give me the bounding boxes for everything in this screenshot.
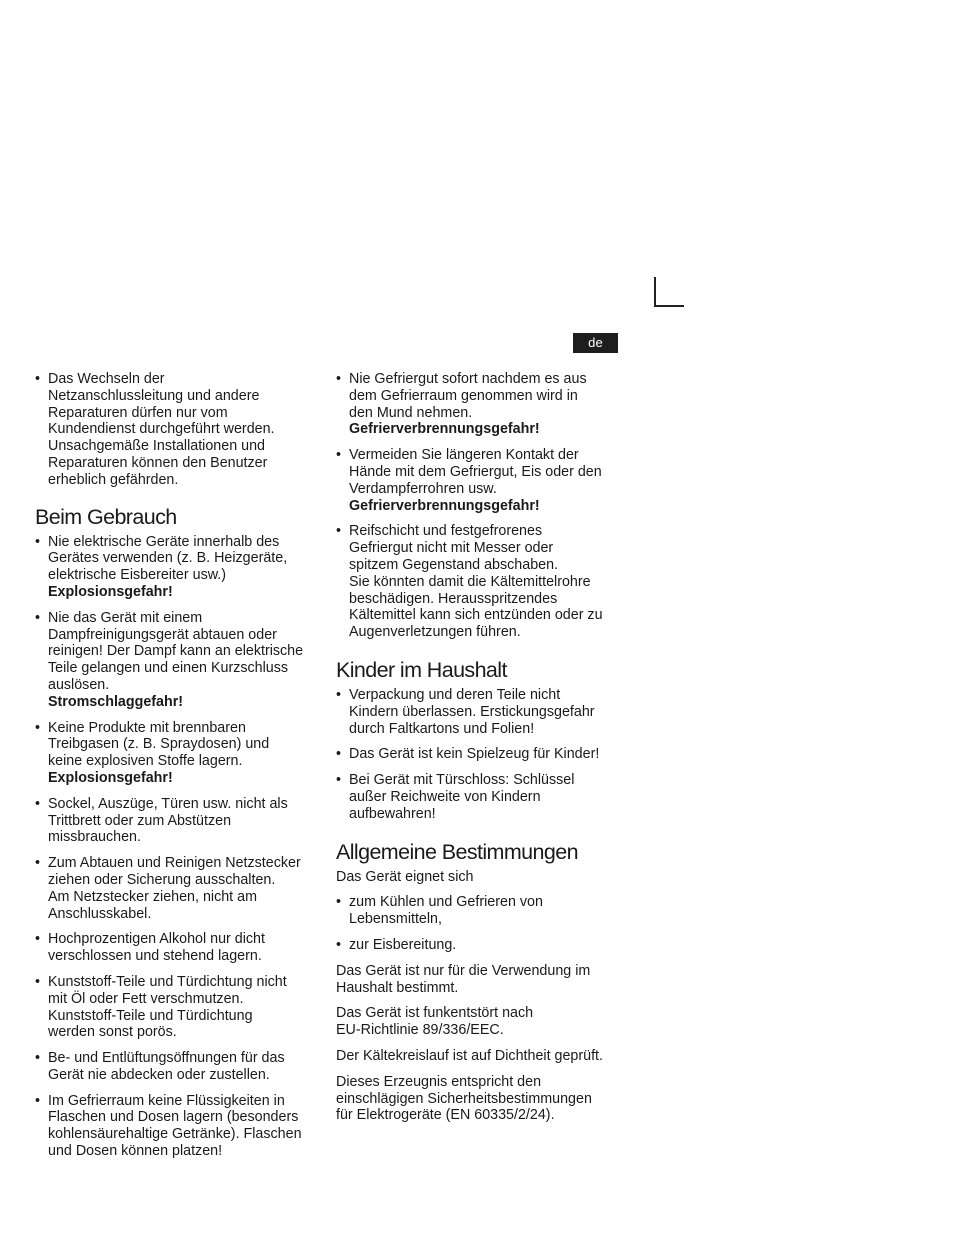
list-item-line: Reparaturen können den Benutzer <box>48 454 268 471</box>
list-item-line: • Reifschicht und festgefrorenes <box>349 523 543 540</box>
list-item-line: Trittbrett oder zum Abstützen <box>48 812 232 829</box>
list-item-line: • Nie elektrische Geräte innerhalb des <box>48 533 280 550</box>
list-item-line: • zur Eisbereitung. <box>349 936 457 953</box>
list-item-line: Am Netzstecker ziehen, nicht am <box>48 888 257 905</box>
list-item-line: mit Öl oder Fett verschmutzen. <box>48 990 244 1007</box>
list-item <box>35 1093 320 1160</box>
list-item-line: • Im Gefrierraum keine Flüssigkeiten in <box>48 1092 285 1109</box>
left-column <box>35 371 320 1169</box>
list-item-line: • Hochprozentigen Alkohol nur dicht <box>48 931 265 948</box>
list-item-line: Sie könnten damit die Kältemittelrohre <box>349 573 591 590</box>
allgemeine-list <box>336 894 621 953</box>
beim-gebrauch-list <box>35 534 320 1160</box>
warning-label: Explosionsgefahr! <box>48 769 173 786</box>
list-item <box>35 534 320 601</box>
right-column <box>336 371 621 1133</box>
paragraph-line: Das Gerät eignet sich <box>336 868 474 885</box>
list-item-line: • Sockel, Auszüge, Türen usw. nicht als <box>48 795 288 812</box>
list-item-line: Gerät nie abdecken oder zustellen. <box>48 1066 270 1083</box>
warning-label: Stromschlaggefahr! <box>48 693 184 710</box>
intro-list <box>35 371 320 489</box>
list-item-line: • zum Kühlen und Gefrieren von <box>349 894 543 911</box>
list-item-line: ziehen oder Sicherung ausschalten. <box>48 871 276 888</box>
paragraph-line: Dieses Erzeugnis entspricht den <box>336 1073 542 1090</box>
list-item-line: Flaschen und Dosen lagern (besonders <box>48 1109 299 1126</box>
list-item-line: erheblich gefährden. <box>48 471 179 488</box>
paragraph-line: für Elektrogeräte (EN 60335/2/24). <box>336 1107 555 1124</box>
list-item <box>336 447 621 514</box>
list-item-line: Anschlusskabel. <box>48 905 152 922</box>
list-item <box>35 610 320 711</box>
list-item-line: Teile gelangen und einen Kurzschluss <box>48 660 289 677</box>
paragraph <box>336 1005 621 1039</box>
warning-label: Gefrierverbrennungsgefahr! <box>349 421 540 438</box>
list-item-line: außer Reichweite von Kindern <box>349 788 541 805</box>
list-item-line: • Das Wechseln der <box>48 371 165 387</box>
list-item-line: • Vermeiden Sie längeren Kontakt der <box>349 447 579 464</box>
list-item-line: und Dosen können platzen! <box>48 1143 223 1160</box>
list-item-line: Kältemittel kann sich entzünden oder zu <box>349 607 603 624</box>
list-item-line: • Nie Gefriergut sofort nachdem es aus <box>349 371 587 387</box>
paragraph-line: Haushalt bestimmt. <box>336 979 459 996</box>
section-heading-allgemeine: Allgemeine Bestimmungen <box>336 839 578 864</box>
list-item-line: Gerätes verwenden (z. B. Heizgeräte, <box>48 550 288 567</box>
section-heading-kinder: Kinder im Haushalt <box>336 657 507 682</box>
kinder-list <box>336 687 621 823</box>
list-item <box>336 937 621 954</box>
list-item-line: auslösen. <box>48 676 110 693</box>
list-item-line: Hände mit dem Gefriergut, Eis oder den <box>349 463 602 480</box>
crop-mark-horizontal <box>654 305 684 307</box>
list-item-line: Lebensmitteln, <box>349 911 442 928</box>
list-item-line: Unsachgemäße Installationen und <box>48 438 265 455</box>
list-item <box>35 1050 320 1084</box>
paragraph-line: Der Kältekreislauf ist auf Dichtheit geprüft. <box>336 1047 603 1064</box>
warning-label: Gefrierverbrennungsgefahr! <box>349 497 540 514</box>
list-item-line: kohlensäurehaltige Getränke). Flaschen <box>48 1126 302 1143</box>
list-item-line: • Bei Gerät mit Türschloss: Schlüssel <box>349 772 575 789</box>
allgemeine-intro <box>336 869 621 886</box>
list-item <box>336 746 621 763</box>
crop-mark-vertical <box>654 277 656 307</box>
list-item-line: werden sonst porös. <box>48 1024 177 1041</box>
list-item-line: Treibgasen (z. B. Spraydosen) und <box>48 736 270 753</box>
list-item <box>336 371 621 438</box>
list-item-line: spitzem Gegenstand abschaben. <box>349 556 559 573</box>
list-item <box>35 855 320 922</box>
list-item-line: reinigen! Der Dampf kann an elektrische <box>48 643 304 660</box>
list-item-line: Gefriergut nicht mit Messer oder <box>349 540 554 557</box>
allgemeine-paragraphs <box>336 963 621 1124</box>
list-item-line: • Nie das Gerät mit einem <box>48 609 203 626</box>
list-item <box>35 931 320 965</box>
list-item-line: Verdampferrohren usw. <box>349 480 497 497</box>
list-item <box>336 772 621 822</box>
list-item <box>35 720 320 787</box>
paragraph-line: einschlägigen Sicherheitsbestimmungen <box>336 1090 592 1107</box>
paragraph <box>336 963 621 997</box>
freezer-warning-list <box>336 371 621 641</box>
list-item-line: Dampfreinigungsgerät abtauen oder <box>48 626 277 643</box>
list-item-line: • Keine Produkte mit brennbaren <box>48 719 246 736</box>
list-item-line: durch Faltkartons und Folien! <box>349 720 535 737</box>
list-item <box>336 687 621 737</box>
list-item <box>336 894 621 928</box>
list-item-line: den Mund nehmen. <box>349 404 473 421</box>
list-item-line: Kunststoff-Teile und Türdichtung <box>48 1007 253 1024</box>
list-item-line: beschädigen. Herausspritzendes <box>349 590 558 607</box>
list-item <box>35 371 320 489</box>
list-item <box>336 523 621 641</box>
list-item-line: • Das Gerät ist kein Spielzeug für Kinder! <box>349 746 600 763</box>
list-item <box>35 796 320 846</box>
list-item <box>35 974 320 1041</box>
list-item-line: verschlossen und stehend lagern. <box>48 948 262 965</box>
warning-label: Explosionsgefahr! <box>48 583 173 600</box>
list-item-line: Reparaturen dürfen nur vom <box>48 404 228 421</box>
list-item-line: Netzanschlussleitung und andere <box>48 387 260 404</box>
list-item-line: Augenverletzungen führen. <box>349 624 521 641</box>
section-heading-beim-gebrauch: Beim Gebrauch <box>35 504 177 529</box>
list-item-line: dem Gefrierraum genommen wird in <box>349 387 578 404</box>
language-badge: de <box>573 333 618 353</box>
list-item-line: • Verpackung und deren Teile nicht <box>349 686 561 703</box>
list-item-line: • Zum Abtauen und Reinigen Netzstecker <box>48 855 301 872</box>
list-item-line: missbrauchen. <box>48 829 141 846</box>
paragraph-line: Das Gerät ist funkentstört nach <box>336 1005 534 1022</box>
list-item-line: Kundendienst durchgeführt werden. <box>48 421 275 438</box>
list-item-line: aufbewahren! <box>349 805 436 822</box>
paragraph-line: Das Gerät ist nur für die Verwendung im <box>336 962 591 979</box>
paragraph <box>336 1048 621 1065</box>
list-item-line: • Be- und Entlüftungsöffnungen für das <box>48 1050 285 1067</box>
list-item-line: keine explosiven Stoffe lagern. <box>48 753 243 770</box>
list-item-line: Kindern überlassen. Erstickungsgefahr <box>349 703 595 720</box>
paragraph <box>336 1074 621 1124</box>
paragraph-line: EU-Richtlinie 89/336/EEC. <box>336 1022 504 1039</box>
list-item-line: elektrische Eisbereiter usw.) <box>48 567 226 584</box>
list-item-line: • Kunststoff-Teile und Türdichtung nicht <box>48 973 287 990</box>
